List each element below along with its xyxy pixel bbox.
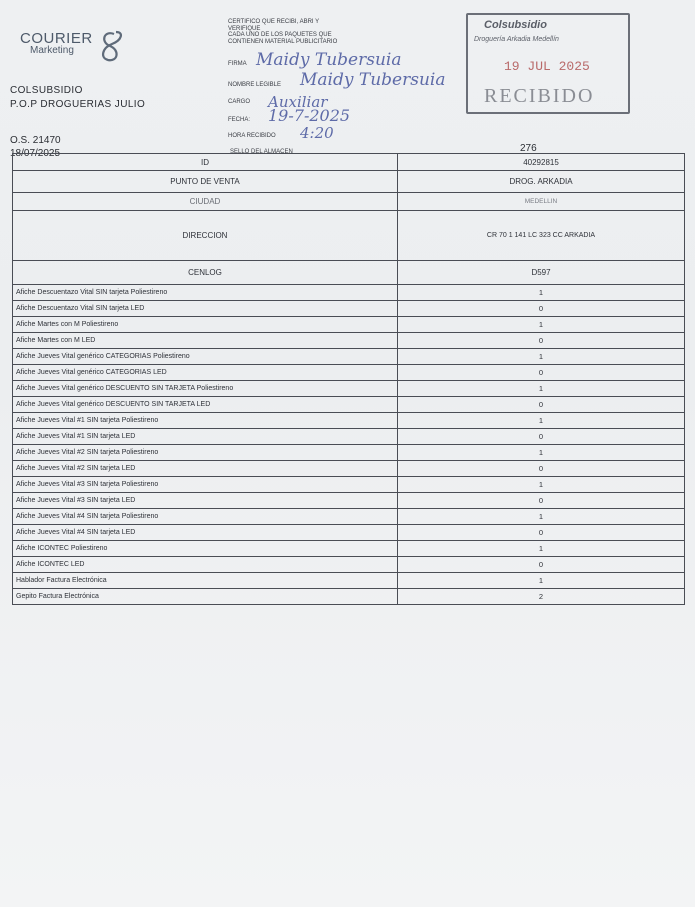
item-name: Afiche Jueves Vital genérico CATEGORIAS LED [13, 365, 398, 381]
item-name: Afiche Jueves Vital #4 SIN tarjeta LED [13, 525, 398, 541]
received-stamp [466, 13, 630, 114]
nombre-value: Maidy Tubersuia [300, 70, 446, 90]
item-name: Afiche Descuentazo Vital SIN tarjeta LED [13, 301, 398, 317]
item-name: Afiche Jueves Vital #1 SIN tarjeta Poliestireno [13, 413, 398, 429]
item-row [13, 557, 685, 573]
item-name: Afiche Jueves Vital #2 SIN tarjeta LED [13, 461, 398, 477]
item-row [13, 525, 685, 541]
cert-line: CONTIENEN MATERIAL PUBLICITARIO [228, 38, 338, 45]
stamp-date: 19 JUL 2025 [504, 59, 590, 74]
item-row [13, 493, 685, 509]
item-name: Afiche Jueves Vital #3 SIN tarjeta Poliestireno [13, 477, 398, 493]
item-name: Gepito Factura Electrónica [13, 589, 398, 605]
logo-name: COURIER [20, 30, 93, 47]
item-qty: 1 [398, 349, 685, 365]
document-number: 276 [520, 143, 537, 154]
item-name: Afiche ICONTEC LED [13, 557, 398, 573]
id-label: ID [13, 154, 398, 171]
fecha-value: 19-7-2025 [268, 106, 351, 125]
item-qty: 0 [398, 493, 685, 509]
logo-subtitle: Marketing [30, 45, 74, 56]
punto-value: DROG. ARKADIA [398, 171, 685, 193]
stamp-title: Colsubsidio [484, 19, 547, 31]
item-name: Afiche Jueves Vital #4 SIN tarjeta Poliestireno [13, 509, 398, 525]
item-qty: 0 [398, 461, 685, 477]
table-row [13, 154, 685, 171]
item-row [13, 301, 685, 317]
table-row [13, 193, 685, 211]
id-value: 40292815 [398, 154, 685, 171]
item-qty: 1 [398, 509, 685, 525]
direccion-label: DIRECCION [13, 211, 398, 261]
item-row [13, 429, 685, 445]
cert-line: VERIFIQUE [228, 25, 261, 32]
cert-line: CERTIFICO QUE RECIBI, ABRI Y [228, 19, 320, 25]
sello-label: SELLO DEL ALMACEN [230, 149, 293, 155]
item-name: Afiche Jueves Vital #1 SIN tarjeta LED [13, 429, 398, 445]
item-row [13, 413, 685, 429]
item-row [13, 509, 685, 525]
ciudad-label: CIUDAD [13, 193, 398, 211]
client-block [10, 84, 145, 112]
direccion-value: CR 70 1 141 LC 323 CC ARKADIA [398, 211, 685, 261]
punto-label: PUNTO DE VENTA [13, 171, 398, 193]
item-qty: 2 [398, 589, 685, 605]
fecha-label: FECHA: [228, 117, 251, 123]
table-row [13, 171, 685, 193]
item-qty: 1 [398, 381, 685, 397]
cenlog-label: CENLOG [13, 261, 398, 285]
stamp-status: RECIBIDO [484, 85, 595, 107]
ampersand-logo-icon [92, 28, 132, 64]
item-name: Afiche Jueves Vital genérico DESCUENTO SIN TARJETA Poliestireno [13, 381, 398, 397]
item-name: Afiche Descuentazo Vital SIN tarjeta Poliestireno [13, 285, 398, 301]
item-qty: 0 [398, 429, 685, 445]
item-name: Hablador Factura Electrónica [13, 573, 398, 589]
item-name: Afiche Martes con M LED [13, 333, 398, 349]
cenlog-value: D597 [398, 261, 685, 285]
item-qty: 1 [398, 477, 685, 493]
item-qty: 1 [398, 413, 685, 429]
item-qty: 0 [398, 557, 685, 573]
client-name: COLSUBSIDIO [10, 85, 83, 96]
item-row [13, 349, 685, 365]
table-row [13, 211, 685, 261]
cargo-value: Auxiliar [268, 93, 328, 111]
item-qty: 0 [398, 333, 685, 349]
item-name: Afiche Jueves Vital genérico CATEGORIAS Poliestireno [13, 349, 398, 365]
order-date: 18/07/2025 [10, 148, 61, 159]
pop-name: P.O.P DROGUERIAS JULIO [10, 99, 146, 110]
firma-signature: Maidy Tubersuia [256, 50, 402, 70]
item-name: Afiche ICONTEC Poliestireno [13, 541, 398, 557]
item-qty: 1 [398, 317, 685, 333]
item-qty: 0 [398, 365, 685, 381]
item-name: Afiche Jueves Vital #3 SIN tarjeta LED [13, 493, 398, 509]
item-row [13, 461, 685, 477]
item-row [13, 445, 685, 461]
cargo-label: CARGO [228, 99, 251, 105]
items-body [13, 285, 685, 605]
order-number: O.S. 21470 [10, 135, 61, 146]
table-row [13, 261, 685, 285]
item-row [13, 317, 685, 333]
nombre-label: NOMBRE LEGIBLE [228, 82, 282, 88]
hora-label: HORA RECIBIDO [228, 133, 276, 139]
item-row [13, 381, 685, 397]
item-row [13, 333, 685, 349]
courier-logo [20, 30, 130, 70]
item-qty: 1 [398, 285, 685, 301]
item-qty: 0 [398, 397, 685, 413]
certificate-text [228, 19, 398, 45]
item-qty: 1 [398, 541, 685, 557]
delivery-table [12, 153, 685, 605]
item-qty: 0 [398, 525, 685, 541]
item-row [13, 477, 685, 493]
item-name: Afiche Jueves Vital genérico DESCUENTO SIN TARJETA LED [13, 397, 398, 413]
firma-label: FIRMA [228, 61, 247, 67]
item-qty: 0 [398, 301, 685, 317]
item-row [13, 397, 685, 413]
item-qty: 1 [398, 445, 685, 461]
item-row [13, 589, 685, 605]
item-qty: 1 [398, 573, 685, 589]
item-row [13, 285, 685, 301]
item-name: Afiche Martes con M Poliestireno [13, 317, 398, 333]
stamp-subtitle: Droguería Arkadia Medellín [474, 36, 559, 43]
item-row [13, 573, 685, 589]
ciudad-value: MEDELLIN [398, 193, 685, 211]
hora-value: 4:20 [300, 124, 334, 142]
cert-line: CADA UNO DE LOS PAQUETES QUE [228, 32, 332, 38]
item-row [13, 365, 685, 381]
item-name: Afiche Jueves Vital #2 SIN tarjeta Poliestireno [13, 445, 398, 461]
item-row [13, 541, 685, 557]
